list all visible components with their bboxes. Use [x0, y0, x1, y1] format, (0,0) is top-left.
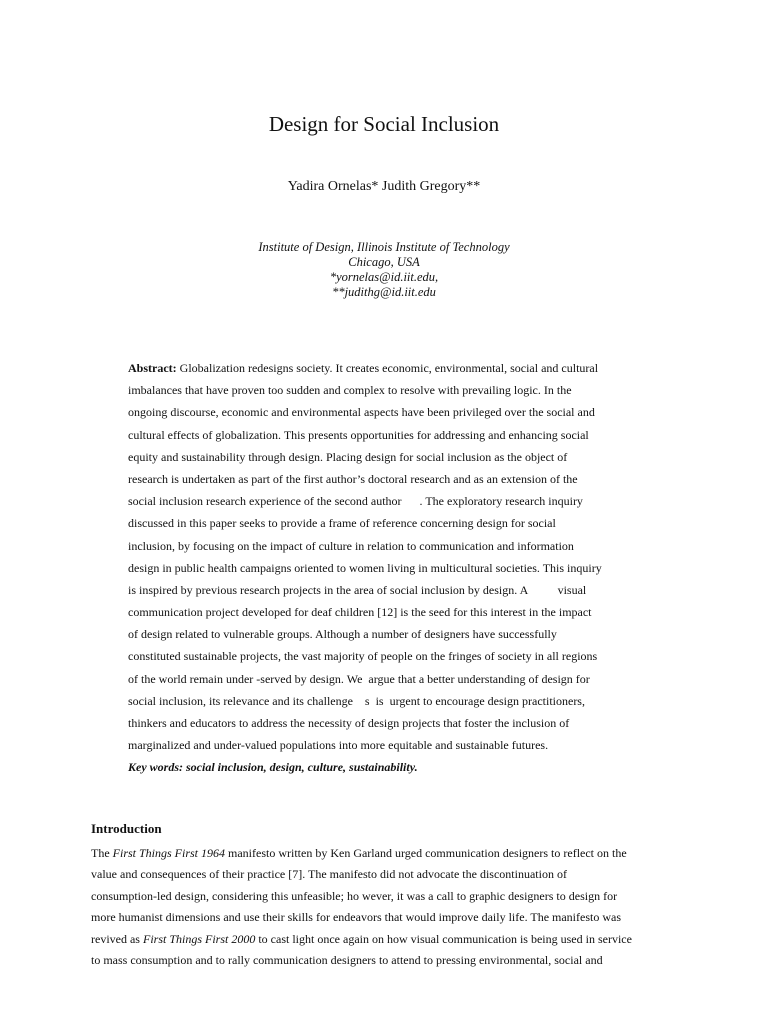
abstract-line: imbalances that have proven too sudden and complex to resolve with prevailing logic. In the [128, 383, 572, 398]
intro-line [91, 843, 681, 864]
intro-line: value and consequences of their practice [7]. The manifesto did not advocate the discontinuation of [91, 867, 567, 882]
abstract-line: of the world remain under -served by design. We argue that a better understanding of design for [128, 671, 590, 686]
affiliation-block [0, 240, 768, 300]
abstract-line [128, 357, 648, 379]
abstract-line: research is undertaken as part of the first author’s doctoral research and as an extension of the [128, 471, 578, 486]
abstract-line: constituted sustainable projects, the vast majority of people on the fringes of society in all regions [128, 649, 598, 664]
introduction-body [91, 843, 681, 971]
abstract-line: social inclusion, its relevance and its challenge s is urgent to encourage design practitioners, [128, 693, 585, 708]
section-heading-introduction: Introduction [91, 821, 162, 836]
abstract-label: Abstract: [128, 361, 177, 375]
intro-line: to mass consumption and to rally communication designers to attend to pressing environmental, social and [91, 952, 603, 967]
abstract-line: is inspired by previous research projects in the area of social inclusion by design. A visual [128, 582, 587, 597]
intro-line: more humanist dimensions and use their skills for endeavors that would improve daily life. The manifesto was [91, 910, 622, 925]
paper-title: Design for Social Inclusion [268, 112, 500, 136]
abstract [128, 357, 648, 779]
affiliation-email-1: *yornelas@id.iit.edu, [329, 270, 439, 284]
abstract-text: Globalization redesigns society. It creates economic, environmental, social and cultural [176, 361, 599, 375]
intro-text: The [91, 846, 113, 860]
keywords: Key words: social inclusion, design, culture, sustainability. [128, 760, 418, 775]
abstract-line: design in public health campaigns oriented to women living in multicultural societies. This inquiry [128, 560, 602, 575]
intro-line [91, 929, 681, 950]
abstract-line: of design related to vulnerable groups. Although a number of designers have successfully [128, 627, 557, 642]
paper-authors: Yadira Ornelas* Judith Gregory** [287, 179, 481, 194]
abstract-line: ongoing discourse, economic and environmental aspects have been privileged over the social and [128, 405, 595, 420]
abstract-line: inclusion, by focusing on the impact of culture in relation to communication and information [128, 538, 574, 553]
intro-line: consumption-led design, considering this unfeasible; ho wever, it was a call to graphic designers to design for [91, 888, 618, 903]
abstract-line: marginalized and under-valued populations into more equitable and sustainable futures. [128, 738, 549, 753]
intro-text: to cast light once again on how visual communication is being used in service [255, 931, 632, 946]
affiliation-institute: Institute of Design, Illinois Institute of Technology [258, 240, 510, 254]
affiliation-email-2: **judithg@id.iit.edu [332, 285, 436, 299]
abstract-line: cultural effects of globalization. This presents opportunities for addressing and enhancing social [128, 427, 589, 442]
intro-italic-title: First Things First 1964 [112, 846, 226, 860]
intro-text: revived as [91, 931, 143, 946]
abstract-line: communication project developed for deaf children [12] is the seed for this interest in the impact [128, 605, 592, 620]
abstract-line: discussed in this paper seeks to provide a frame of reference concerning design for social [128, 516, 556, 531]
abstract-line: thinkers and educators to address the necessity of design projects that foster the inclusion of [128, 716, 570, 730]
intro-text: manifesto written by Ken Garland urged communication designers to reflect on the [225, 846, 627, 860]
abstract-line: equity and sustainability through design. Placing design for social inclusion as the object of [128, 449, 568, 464]
intro-italic-title: First Things First 2000 [142, 931, 256, 946]
abstract-line: social inclusion research experience of the second author . The exploratory research inquiry [128, 494, 583, 509]
affiliation-location: Chicago, USA [348, 255, 420, 269]
